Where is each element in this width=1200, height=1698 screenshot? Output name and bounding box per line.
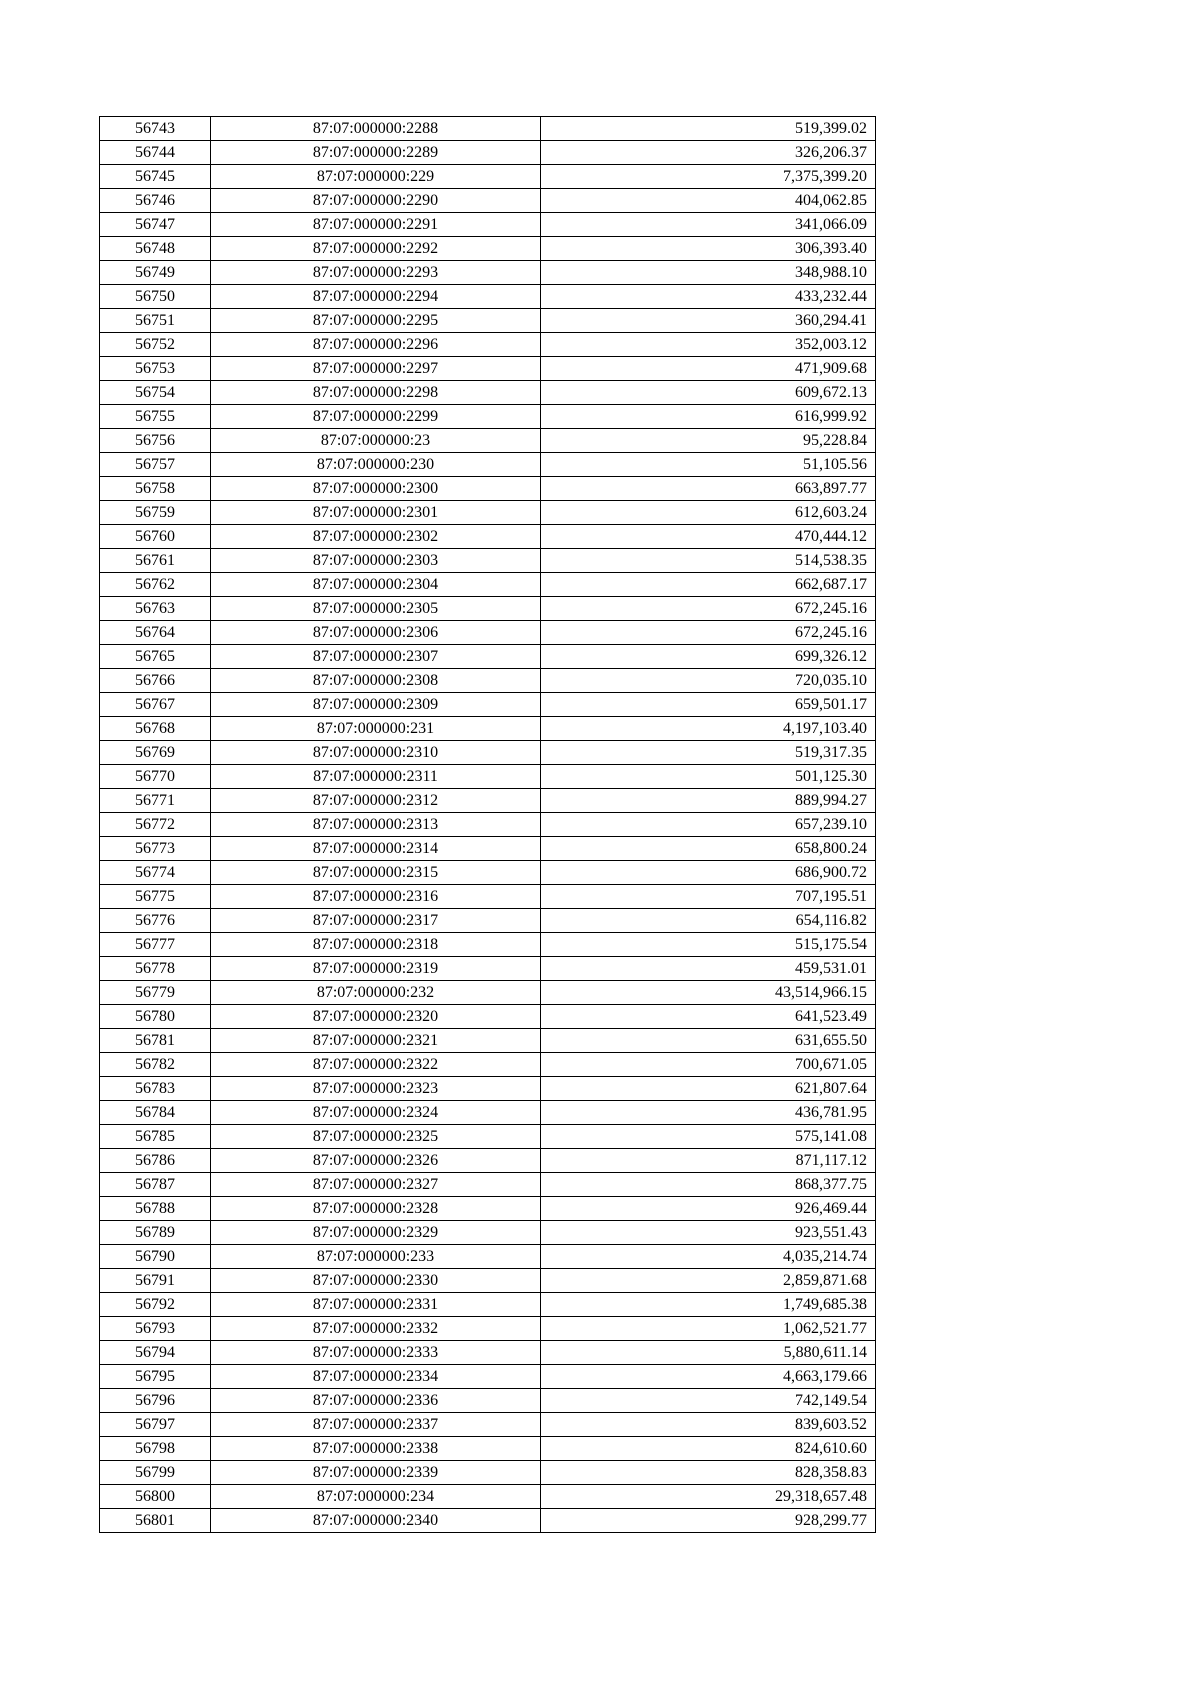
cadastral-number-cell: 87:07:000000:2313 <box>211 813 541 837</box>
cadastral-value-cell: 657,239.10 <box>541 813 876 837</box>
cadastral-number-cell: 87:07:000000:2304 <box>211 573 541 597</box>
cadastral-value-cell: 4,663,179.66 <box>541 1365 876 1389</box>
cadastral-value-cell: 348,988.10 <box>541 261 876 285</box>
cadastral-value-cell: 707,195.51 <box>541 885 876 909</box>
cadastral-value-cell: 659,501.17 <box>541 693 876 717</box>
table-row <box>100 1341 876 1365</box>
row-number-cell: 56788 <box>100 1197 211 1221</box>
cadastral-number-cell: 87:07:000000:2306 <box>211 621 541 645</box>
cadastral-value-cell: 926,469.44 <box>541 1197 876 1221</box>
table-row <box>100 1485 876 1509</box>
row-number-cell: 56751 <box>100 309 211 333</box>
cadastral-number-cell: 87:07:000000:2294 <box>211 285 541 309</box>
cadastral-value-cell: 2,859,871.68 <box>541 1269 876 1293</box>
row-number-cell: 56754 <box>100 381 211 405</box>
table-row <box>100 933 876 957</box>
cadastral-value-cell: 923,551.43 <box>541 1221 876 1245</box>
cadastral-value-cell: 575,141.08 <box>541 1125 876 1149</box>
table-row <box>100 1149 876 1173</box>
cadastral-number-cell: 87:07:000000:2315 <box>211 861 541 885</box>
row-number-cell: 56764 <box>100 621 211 645</box>
row-number-cell: 56765 <box>100 645 211 669</box>
row-number-cell: 56750 <box>100 285 211 309</box>
cadastral-value-cell: 352,003.12 <box>541 333 876 357</box>
cadastral-value-cell: 1,062,521.77 <box>541 1317 876 1341</box>
cadastral-value-cell: 51,105.56 <box>541 453 876 477</box>
table-row <box>100 381 876 405</box>
table-row <box>100 789 876 813</box>
table-row <box>100 309 876 333</box>
cadastral-number-cell: 87:07:000000:2291 <box>211 213 541 237</box>
table-row <box>100 501 876 525</box>
cadastral-number-cell: 87:07:000000:2298 <box>211 381 541 405</box>
table-row <box>100 1173 876 1197</box>
row-number-cell: 56781 <box>100 1029 211 1053</box>
cadastral-value-cell: 699,326.12 <box>541 645 876 669</box>
table-row <box>100 477 876 501</box>
cadastral-number-cell: 87:07:000000:2296 <box>211 333 541 357</box>
cadastral-value-cell: 616,999.92 <box>541 405 876 429</box>
cadastral-value-cell: 868,377.75 <box>541 1173 876 1197</box>
row-number-cell: 56769 <box>100 741 211 765</box>
table-row <box>100 765 876 789</box>
row-number-cell: 56758 <box>100 477 211 501</box>
row-number-cell: 56743 <box>100 117 211 141</box>
cadastral-value-cell: 404,062.85 <box>541 189 876 213</box>
cadastral-number-cell: 87:07:000000:2302 <box>211 525 541 549</box>
table-row <box>100 549 876 573</box>
cadastral-value-cell: 7,375,399.20 <box>541 165 876 189</box>
cadastral-value-cell: 341,066.09 <box>541 213 876 237</box>
row-number-cell: 56753 <box>100 357 211 381</box>
table-row <box>100 813 876 837</box>
table-row <box>100 1461 876 1485</box>
cadastral-value-cell: 306,393.40 <box>541 237 876 261</box>
table-row <box>100 645 876 669</box>
table-row <box>100 693 876 717</box>
table-row <box>100 957 876 981</box>
cadastral-number-cell: 87:07:000000:2290 <box>211 189 541 213</box>
row-number-cell: 56798 <box>100 1437 211 1461</box>
row-number-cell: 56797 <box>100 1413 211 1437</box>
table-row <box>100 837 876 861</box>
cadastral-number-cell: 87:07:000000:2311 <box>211 765 541 789</box>
cadastral-number-cell: 87:07:000000:2323 <box>211 1077 541 1101</box>
row-number-cell: 56759 <box>100 501 211 525</box>
table-row <box>100 909 876 933</box>
row-number-cell: 56771 <box>100 789 211 813</box>
cadastral-number-cell: 87:07:000000:2301 <box>211 501 541 525</box>
cadastral-value-cell: 824,610.60 <box>541 1437 876 1461</box>
table-row <box>100 1197 876 1221</box>
cadastral-value-cell: 471,909.68 <box>541 357 876 381</box>
row-number-cell: 56745 <box>100 165 211 189</box>
cadastral-number-cell: 87:07:000000:2312 <box>211 789 541 813</box>
table-row <box>100 357 876 381</box>
row-number-cell: 56748 <box>100 237 211 261</box>
table-row <box>100 741 876 765</box>
row-number-cell: 56800 <box>100 1485 211 1509</box>
row-number-cell: 56772 <box>100 813 211 837</box>
cadastral-number-cell: 87:07:000000:2338 <box>211 1437 541 1461</box>
cadastral-value-table <box>99 116 876 1533</box>
row-number-cell: 56787 <box>100 1173 211 1197</box>
cadastral-value-cell: 928,299.77 <box>541 1509 876 1533</box>
table-row <box>100 1437 876 1461</box>
table-row <box>100 1221 876 1245</box>
cadastral-number-cell: 87:07:000000:232 <box>211 981 541 1005</box>
table-body <box>100 117 876 1533</box>
table-row <box>100 1053 876 1077</box>
row-number-cell: 56752 <box>100 333 211 357</box>
cadastral-number-cell: 87:07:000000:2305 <box>211 597 541 621</box>
cadastral-value-cell: 5,880,611.14 <box>541 1341 876 1365</box>
table-row <box>100 1317 876 1341</box>
cadastral-number-cell: 87:07:000000:2328 <box>211 1197 541 1221</box>
cadastral-number-cell: 87:07:000000:2308 <box>211 669 541 693</box>
cadastral-value-cell: 742,149.54 <box>541 1389 876 1413</box>
cadastral-value-cell: 641,523.49 <box>541 1005 876 1029</box>
cadastral-number-cell: 87:07:000000:2297 <box>211 357 541 381</box>
cadastral-value-cell: 459,531.01 <box>541 957 876 981</box>
table-row <box>100 1125 876 1149</box>
cadastral-number-cell: 87:07:000000:2295 <box>211 309 541 333</box>
row-number-cell: 56782 <box>100 1053 211 1077</box>
cadastral-value-cell: 519,399.02 <box>541 117 876 141</box>
row-number-cell: 56762 <box>100 573 211 597</box>
row-number-cell: 56777 <box>100 933 211 957</box>
cadastral-number-cell: 87:07:000000:23 <box>211 429 541 453</box>
cadastral-value-cell: 672,245.16 <box>541 597 876 621</box>
table-row <box>100 1365 876 1389</box>
row-number-cell: 56793 <box>100 1317 211 1341</box>
cadastral-value-cell: 433,232.44 <box>541 285 876 309</box>
table-row <box>100 1101 876 1125</box>
cadastral-value-cell: 326,206.37 <box>541 141 876 165</box>
cadastral-value-cell: 828,358.83 <box>541 1461 876 1485</box>
row-number-cell: 56770 <box>100 765 211 789</box>
cadastral-value-cell: 501,125.30 <box>541 765 876 789</box>
row-number-cell: 56795 <box>100 1365 211 1389</box>
cadastral-value-cell: 631,655.50 <box>541 1029 876 1053</box>
table-row <box>100 525 876 549</box>
table-row <box>100 981 876 1005</box>
cadastral-number-cell: 87:07:000000:2289 <box>211 141 541 165</box>
row-number-cell: 56785 <box>100 1125 211 1149</box>
row-number-cell: 56794 <box>100 1341 211 1365</box>
cadastral-value-cell: 470,444.12 <box>541 525 876 549</box>
row-number-cell: 56744 <box>100 141 211 165</box>
cadastral-number-cell: 87:07:000000:2340 <box>211 1509 541 1533</box>
row-number-cell: 56775 <box>100 885 211 909</box>
cadastral-value-cell: 360,294.41 <box>541 309 876 333</box>
row-number-cell: 56763 <box>100 597 211 621</box>
row-number-cell: 56767 <box>100 693 211 717</box>
row-number-cell: 56756 <box>100 429 211 453</box>
table-row <box>100 1413 876 1437</box>
table-row <box>100 213 876 237</box>
cadastral-number-cell: 87:07:000000:2320 <box>211 1005 541 1029</box>
row-number-cell: 56796 <box>100 1389 211 1413</box>
cadastral-value-cell: 871,117.12 <box>541 1149 876 1173</box>
row-number-cell: 56776 <box>100 909 211 933</box>
cadastral-number-cell: 87:07:000000:2337 <box>211 1413 541 1437</box>
table-row <box>100 165 876 189</box>
cadastral-number-cell: 87:07:000000:234 <box>211 1485 541 1509</box>
table-row <box>100 453 876 477</box>
row-number-cell: 56801 <box>100 1509 211 1533</box>
table-row <box>100 1029 876 1053</box>
row-number-cell: 56779 <box>100 981 211 1005</box>
cadastral-number-cell: 87:07:000000:2314 <box>211 837 541 861</box>
table-row <box>100 333 876 357</box>
cadastral-value-cell: 662,687.17 <box>541 573 876 597</box>
table-row <box>100 117 876 141</box>
cadastral-number-cell: 87:07:000000:229 <box>211 165 541 189</box>
cadastral-value-cell: 29,318,657.48 <box>541 1485 876 1509</box>
cadastral-value-cell: 514,538.35 <box>541 549 876 573</box>
row-number-cell: 56746 <box>100 189 211 213</box>
cadastral-number-cell: 87:07:000000:2329 <box>211 1221 541 1245</box>
row-number-cell: 56760 <box>100 525 211 549</box>
cadastral-value-cell: 95,228.84 <box>541 429 876 453</box>
cadastral-number-cell: 87:07:000000:2324 <box>211 1101 541 1125</box>
cadastral-value-cell: 720,035.10 <box>541 669 876 693</box>
table-row <box>100 189 876 213</box>
table-row <box>100 237 876 261</box>
table-row <box>100 285 876 309</box>
cadastral-number-cell: 87:07:000000:2325 <box>211 1125 541 1149</box>
row-number-cell: 56791 <box>100 1269 211 1293</box>
row-number-cell: 56778 <box>100 957 211 981</box>
table-row <box>100 1245 876 1269</box>
table-row <box>100 1389 876 1413</box>
cadastral-number-cell: 87:07:000000:2327 <box>211 1173 541 1197</box>
row-number-cell: 56792 <box>100 1293 211 1317</box>
row-number-cell: 56784 <box>100 1101 211 1125</box>
table-row <box>100 669 876 693</box>
row-number-cell: 56757 <box>100 453 211 477</box>
row-number-cell: 56786 <box>100 1149 211 1173</box>
cadastral-value-cell: 515,175.54 <box>541 933 876 957</box>
table-row <box>100 429 876 453</box>
cadastral-number-cell: 87:07:000000:2322 <box>211 1053 541 1077</box>
cadastral-number-cell: 87:07:000000:2339 <box>211 1461 541 1485</box>
table-row <box>100 717 876 741</box>
cadastral-value-cell: 43,514,966.15 <box>541 981 876 1005</box>
row-number-cell: 56766 <box>100 669 211 693</box>
cadastral-value-cell: 700,671.05 <box>541 1053 876 1077</box>
row-number-cell: 56768 <box>100 717 211 741</box>
cadastral-value-cell: 654,116.82 <box>541 909 876 933</box>
cadastral-value-cell: 4,035,214.74 <box>541 1245 876 1269</box>
cadastral-number-cell: 87:07:000000:2331 <box>211 1293 541 1317</box>
cadastral-number-cell: 87:07:000000:230 <box>211 453 541 477</box>
table-row <box>100 573 876 597</box>
cadastral-number-cell: 87:07:000000:233 <box>211 1245 541 1269</box>
row-number-cell: 56789 <box>100 1221 211 1245</box>
cadastral-number-cell: 87:07:000000:2288 <box>211 117 541 141</box>
cadastral-value-cell: 839,603.52 <box>541 1413 876 1437</box>
table-row <box>100 405 876 429</box>
row-number-cell: 56780 <box>100 1005 211 1029</box>
row-number-cell: 56761 <box>100 549 211 573</box>
cadastral-number-cell: 87:07:000000:231 <box>211 717 541 741</box>
cadastral-number-cell: 87:07:000000:2307 <box>211 645 541 669</box>
cadastral-number-cell: 87:07:000000:2317 <box>211 909 541 933</box>
cadastral-value-cell: 889,994.27 <box>541 789 876 813</box>
cadastral-value-cell: 658,800.24 <box>541 837 876 861</box>
cadastral-number-cell: 87:07:000000:2333 <box>211 1341 541 1365</box>
cadastral-number-cell: 87:07:000000:2318 <box>211 933 541 957</box>
cadastral-value-cell: 686,900.72 <box>541 861 876 885</box>
cadastral-number-cell: 87:07:000000:2332 <box>211 1317 541 1341</box>
table-row <box>100 1509 876 1533</box>
cadastral-number-cell: 87:07:000000:2330 <box>211 1269 541 1293</box>
cadastral-number-cell: 87:07:000000:2310 <box>211 741 541 765</box>
cadastral-number-cell: 87:07:000000:2334 <box>211 1365 541 1389</box>
cadastral-number-cell: 87:07:000000:2319 <box>211 957 541 981</box>
cadastral-value-cell: 621,807.64 <box>541 1077 876 1101</box>
row-number-cell: 56799 <box>100 1461 211 1485</box>
row-number-cell: 56790 <box>100 1245 211 1269</box>
cadastral-number-cell: 87:07:000000:2300 <box>211 477 541 501</box>
row-number-cell: 56755 <box>100 405 211 429</box>
table-row <box>100 261 876 285</box>
row-number-cell: 56783 <box>100 1077 211 1101</box>
row-number-cell: 56749 <box>100 261 211 285</box>
cadastral-number-cell: 87:07:000000:2292 <box>211 237 541 261</box>
cadastral-value-cell: 519,317.35 <box>541 741 876 765</box>
table-row <box>100 861 876 885</box>
cadastral-number-cell: 87:07:000000:2321 <box>211 1029 541 1053</box>
cadastral-number-cell: 87:07:000000:2293 <box>211 261 541 285</box>
table-row <box>100 597 876 621</box>
cadastral-number-cell: 87:07:000000:2326 <box>211 1149 541 1173</box>
cadastral-value-cell: 663,897.77 <box>541 477 876 501</box>
cadastral-number-cell: 87:07:000000:2336 <box>211 1389 541 1413</box>
cadastral-value-cell: 609,672.13 <box>541 381 876 405</box>
cadastral-value-cell: 436,781.95 <box>541 1101 876 1125</box>
cadastral-number-cell: 87:07:000000:2303 <box>211 549 541 573</box>
table-row <box>100 885 876 909</box>
table-row <box>100 1077 876 1101</box>
cadastral-value-cell: 4,197,103.40 <box>541 717 876 741</box>
table-row <box>100 621 876 645</box>
cadastral-value-cell: 672,245.16 <box>541 621 876 645</box>
cadastral-value-cell: 1,749,685.38 <box>541 1293 876 1317</box>
table-row <box>100 1293 876 1317</box>
table-row <box>100 1269 876 1293</box>
cadastral-number-cell: 87:07:000000:2316 <box>211 885 541 909</box>
cadastral-number-cell: 87:07:000000:2299 <box>211 405 541 429</box>
table-row <box>100 141 876 165</box>
row-number-cell: 56773 <box>100 837 211 861</box>
table-row <box>100 1005 876 1029</box>
row-number-cell: 56774 <box>100 861 211 885</box>
cadastral-number-cell: 87:07:000000:2309 <box>211 693 541 717</box>
row-number-cell: 56747 <box>100 213 211 237</box>
cadastral-value-cell: 612,603.24 <box>541 501 876 525</box>
